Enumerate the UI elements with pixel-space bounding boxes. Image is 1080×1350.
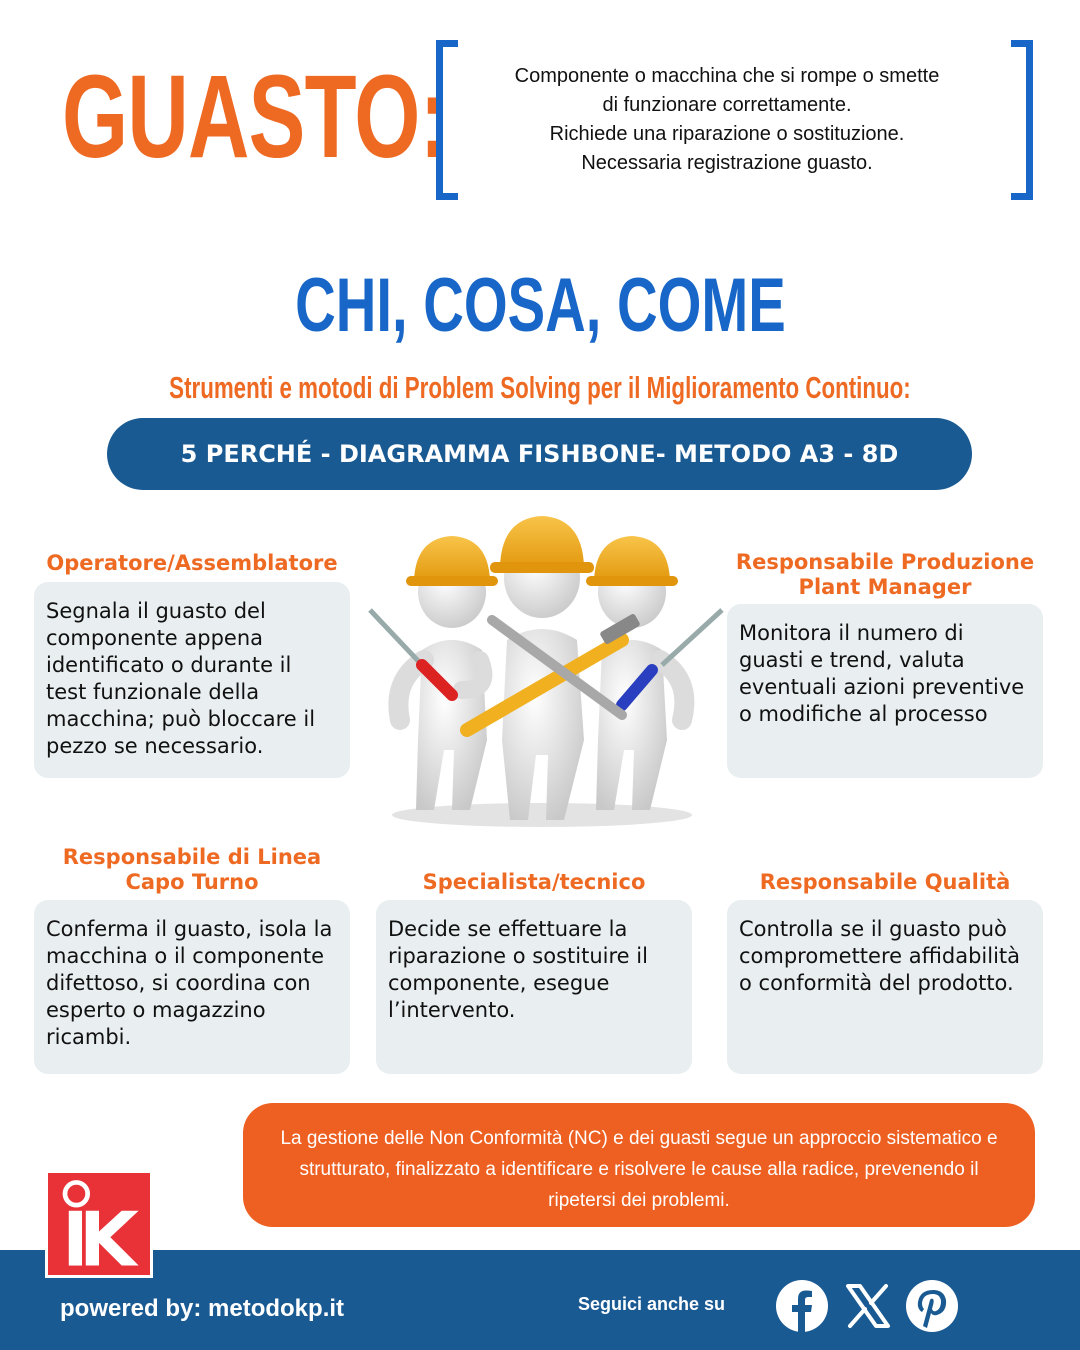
nc-note: La gestione delle Non Conformità (NC) e dei guasti segue un approccio sistematico e strutturato, finalizzato a identificare e risolvere le cause alla radice, prevenendo il ripetersi dei problemi. (243, 1103, 1035, 1227)
role-title-line: Responsabile Produzione (735, 550, 1035, 574)
role-title-produzione (727, 550, 1043, 600)
guasto-definition (462, 62, 992, 178)
role-title-line: Capo Turno (125, 870, 259, 894)
left-bracket (436, 40, 458, 200)
role-box-operatore: Segnala il guasto del componente appena identificato o durante il test funzionale della macchina; può bloccare il pezzo se necessario. (34, 582, 350, 778)
definition-line: di funzionare correttamente. (602, 94, 852, 116)
role-box-qualita: Controlla se il guasto può compromettere affidabilità o conformità del prodotto. (727, 900, 1043, 1074)
definition-line: Richiede una riparazione o sostituzione. (549, 123, 905, 145)
role-title-linea (34, 845, 350, 895)
subtitle (0, 372, 1080, 403)
role-title-qualita: Responsabile Qualità (759, 870, 1011, 894)
worker-right (586, 536, 722, 810)
pinterest-icon[interactable] (906, 1280, 958, 1332)
main-title (0, 263, 1080, 348)
definition-line: Componente o macchina che si rompe o smette (514, 65, 940, 87)
facebook-icon[interactable] (776, 1280, 828, 1332)
powered-by[interactable]: powered by: metodokp.it (60, 1295, 345, 1322)
workers-illustration (352, 510, 732, 830)
main-title-text: CHI, COSA, COME (294, 263, 786, 348)
role-title-specialista: Specialista/tecnico (422, 870, 646, 894)
subtitle-text: Strumenti e motodi di Problem Solving per il Miglioramento Continuo: (169, 370, 911, 405)
follow-label: Seguici anche su (578, 1294, 726, 1314)
guasto-title: GUASTO: (62, 51, 448, 183)
kp-logo[interactable] (45, 1170, 153, 1278)
role-box-linea: Conferma il guasto, isola la macchina o il componente difettoso, si coordina con esperto o magazzino ricambi. (34, 900, 350, 1074)
role-title-operatore: Operatore/Assemblatore (46, 551, 338, 575)
x-icon[interactable] (842, 1280, 894, 1332)
definition-line: Necessaria registrazione guasto. (581, 152, 873, 174)
role-title-line: Plant Manager (798, 575, 972, 599)
worker-left (370, 536, 498, 810)
role-box-produzione: Monitora il numero di guasti e trend, valuta eventuali azioni preventive o modifiche al processo (727, 604, 1043, 778)
role-box-specialista: Decide se effettuare la riparazione o sostituire il componente, esegue l’intervento. (376, 900, 692, 1074)
methods-pill: 5 PERCHÉ - DIAGRAMMA FISHBONE- METODO A3 - 8D (107, 418, 972, 490)
right-bracket (1011, 40, 1033, 200)
role-title-line: Responsabile di Linea (62, 845, 322, 869)
